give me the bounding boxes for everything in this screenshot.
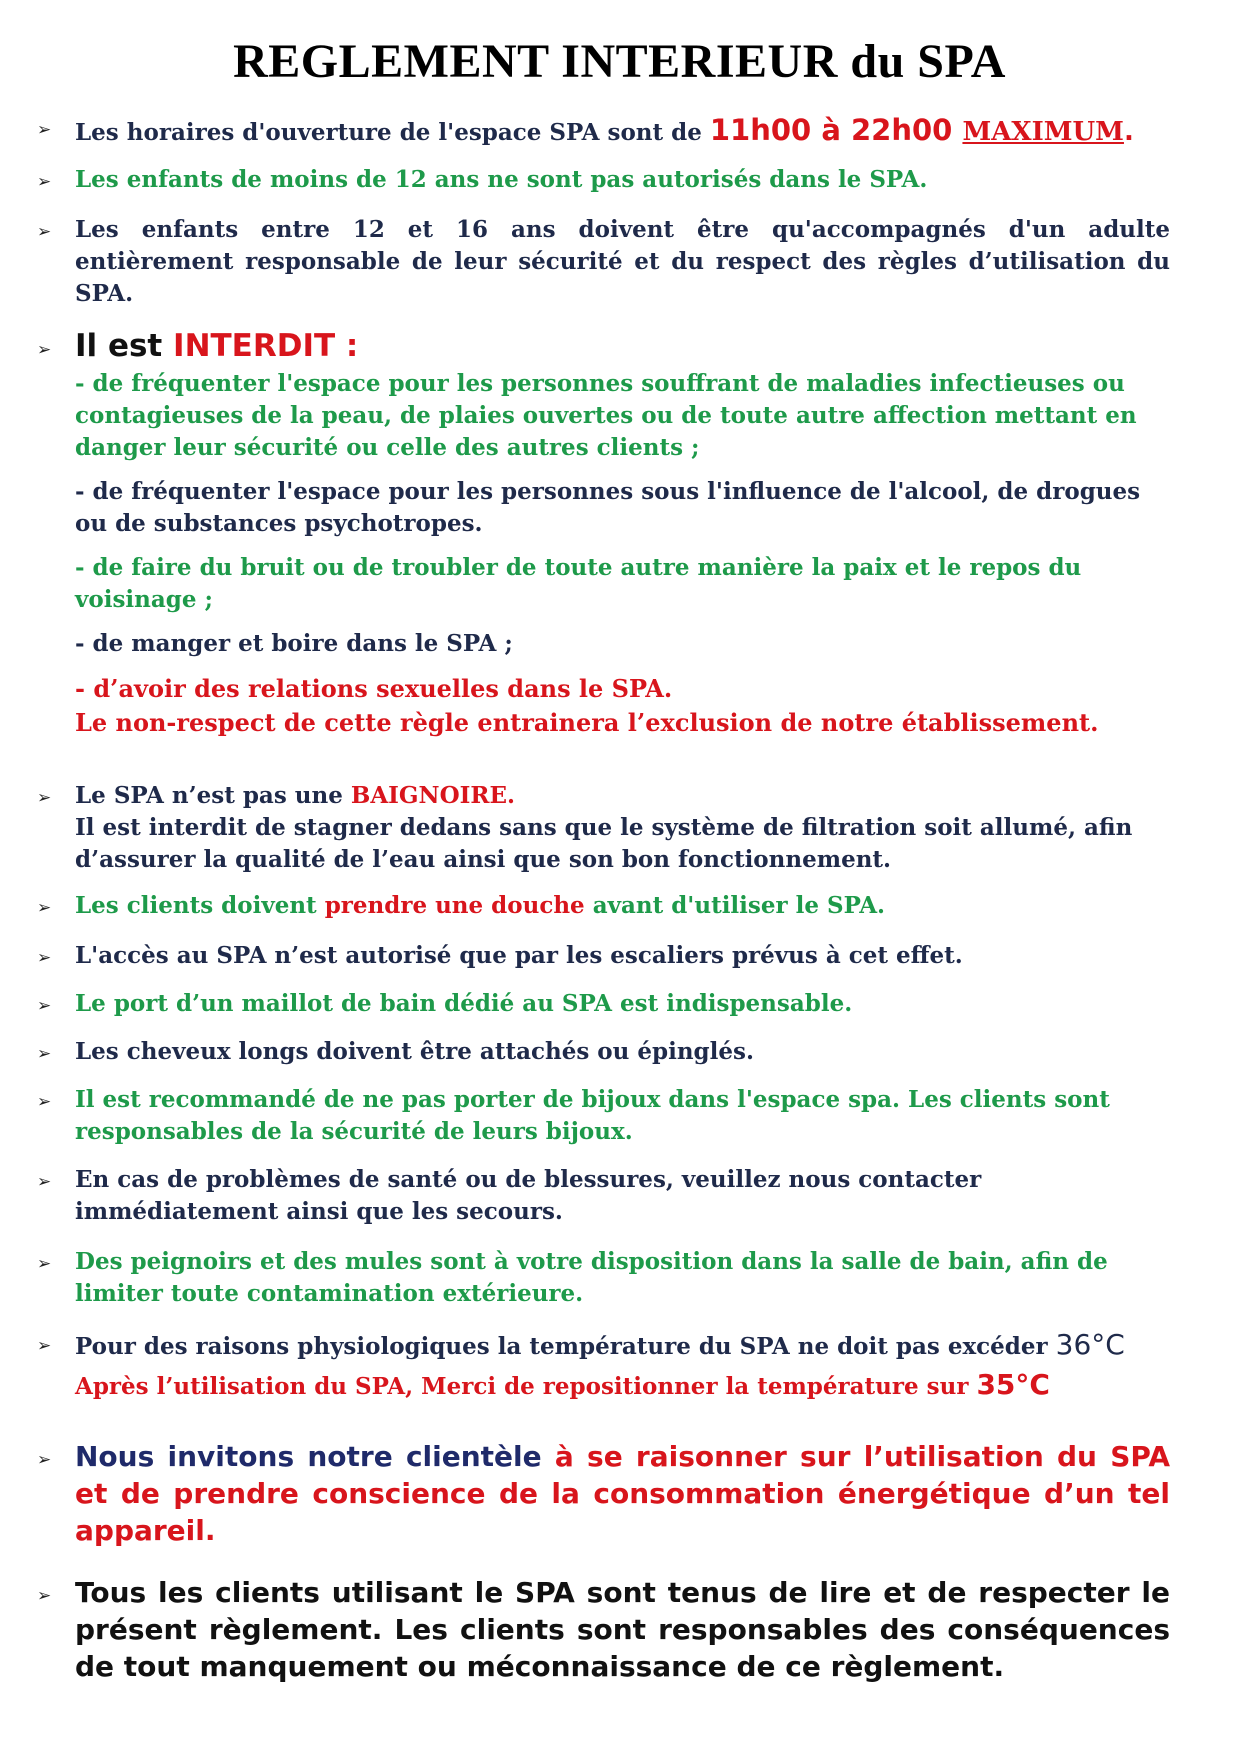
bath-rest: Il est interdit de stagner dedans sans que le système de filtration soit allumé, afin d’assurer la qualité de l’eau ainsi que son bon fonctionnement.	[75, 814, 1133, 873]
hours-maximum: MAXIMUM	[962, 117, 1124, 147]
bullet-icon: ➢	[37, 1172, 52, 1192]
robes-text: Des peignoirs et des mules sont à votre disposition dans la salle de bain, afin de limiter toute contamination extérieure.	[75, 1248, 1108, 1307]
forbidden-infectious	[75, 368, 1170, 464]
bullet-icon: ➢	[37, 340, 52, 360]
swimsuit-text: Le port d’un maillot de bain dédié au SPA est indispensable.	[75, 990, 853, 1017]
forbidden-sex-text: - d’avoir des relations sexuelles dans le SPA.	[75, 674, 673, 703]
bullet-icon: ➢	[37, 1586, 52, 1606]
forbidden-noise-text: - de faire du bruit ou de troubler de toute autre manière la paix et le repos du voisinage ;	[75, 554, 1082, 613]
hours-dot: .	[1123, 117, 1134, 147]
temp-text: Pour des raisons physiologiques la température du SPA ne doit pas excéder	[75, 1333, 1056, 1360]
rule-hours	[37, 112, 1170, 151]
bullet-icon: ➢	[37, 1254, 52, 1274]
rule-stairs	[37, 940, 1170, 972]
bath-prefix: Le SPA n’est pas une	[75, 782, 351, 809]
forbidden-lead: Il est	[75, 328, 174, 364]
page-title: REGLEMENT INTERIEUR du SPA	[233, 35, 1006, 88]
rule-robes	[37, 1246, 1170, 1310]
forbidden-noise	[75, 552, 1170, 616]
children12-text: Les enfants de moins de 12 ans ne sont pas autorisés dans le SPA.	[75, 166, 928, 193]
bullet-icon: ➢	[37, 1092, 52, 1112]
bullet-icon: ➢	[37, 120, 52, 140]
rule-temperature	[37, 1326, 1170, 1406]
shower-b: prendre une douche	[324, 892, 585, 919]
forbidden-alcohol	[75, 476, 1170, 540]
forbidden-sex	[75, 672, 1170, 740]
hours-time: 11h00 à 22h00	[709, 113, 963, 147]
bullet-icon: ➢	[37, 996, 52, 1016]
jewels-text: Il est recommandé de ne pas porter de bijoux dans l'espace spa. Les clients sont responsables de la sécurité de leurs bijoux.	[75, 1086, 1110, 1145]
rule-read	[37, 1574, 1170, 1685]
energy-b: à se raisonner sur l’utilisation du SPA et de prendre conscience de la consommation énergétique d’un tel appareil.	[75, 1440, 1171, 1547]
forbidden-exclusion-text: Le non-respect de cette règle entrainera l’exclusion de notre établissement.	[75, 708, 1099, 737]
bullet-icon: ➢	[37, 222, 52, 242]
health-text: En cas de problèmes de santé ou de blessures, veuillez nous contacter immédiatement ainsi que les secours.	[75, 1166, 982, 1225]
bullet-icon: ➢	[37, 948, 52, 968]
temp-reset: 35°C	[976, 1368, 1050, 1401]
bullet-icon: ➢	[37, 172, 52, 192]
forbidden-word: INTERDIT :	[173, 328, 359, 364]
shower-c: avant d'utiliser le SPA.	[584, 892, 886, 919]
temp-after: Après l’utilisation du SPA, Merci de repositionner la température sur	[75, 1373, 977, 1400]
rule-swimsuit	[37, 988, 1170, 1020]
rule-energy	[37, 1438, 1171, 1549]
rule-forbidden	[37, 326, 1170, 366]
rule-bathtub	[37, 780, 1170, 876]
bullet-icon: ➢	[37, 1336, 52, 1356]
hair-text: Les cheveux longs doivent être attachés ou épinglés.	[75, 1038, 754, 1065]
forbidden-eat	[75, 628, 1170, 660]
rule-children-under-12	[37, 164, 1170, 196]
bullet-icon: ➢	[37, 1044, 52, 1064]
rule-hair	[37, 1036, 1170, 1068]
forbidden-alcohol-text: - de fréquenter l'espace pour les personnes sous l'influence de l'alcool, de drogues ou de substances psychotropes.	[75, 478, 1141, 537]
rule-children-12-16	[37, 214, 1170, 310]
read-text: Tous les clients utilisant le SPA sont tenus de lire et de respecter le présent règlement. Les clients sont responsables des conséquences de tout manquement ou méconnaissance de ce règlement.	[75, 1576, 1170, 1683]
shower-a: Les clients doivent	[75, 892, 325, 919]
hours-text: Les horaires d'ouverture de l'espace SPA sont de	[75, 119, 710, 146]
stairs-text: L'accès au SPA n’est autorisé que par les escaliers prévus à cet effet.	[75, 942, 963, 969]
children16-text: Les enfants entre 12 et 16 ans doivent être qu'accompagnés d'un adulte entièrement responsable de leur sécurité et du respect des règles d’utilisation du SPA.	[75, 216, 1170, 307]
rule-jewels	[37, 1084, 1170, 1148]
temp-max: 36°C	[1055, 1328, 1125, 1361]
rule-shower	[37, 890, 1170, 922]
forbidden-infectious-text: - de fréquenter l'espace pour les personnes souffrant de maladies infectieuses ou contagieuses de la peau, de plaies ouvertes ou de toute autre affection mettant en danger leur sécurité ou celle des autres clients ;	[75, 370, 1137, 461]
bullet-icon: ➢	[37, 788, 52, 808]
bullet-icon: ➢	[37, 1450, 52, 1470]
rule-health	[37, 1164, 1170, 1228]
forbidden-eat-text: - de manger et boire dans le SPA ;	[75, 630, 513, 657]
bath-word: BAIGNOIRE.	[350, 782, 516, 809]
bullet-icon: ➢	[37, 898, 52, 918]
energy-a: Nous invitons notre clientèle	[75, 1440, 555, 1473]
